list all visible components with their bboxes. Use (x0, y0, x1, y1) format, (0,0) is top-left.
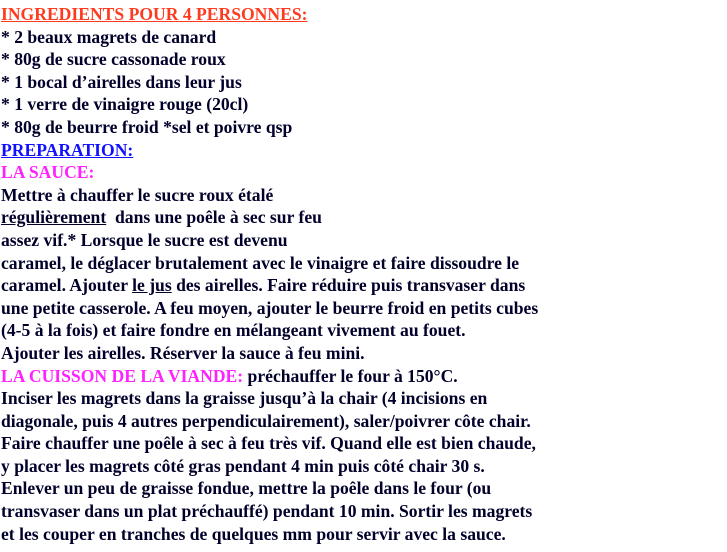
sauce-line: Ajouter les airelles. Réserver la sauce à feu mini. (1, 342, 365, 363)
sauce-line: assez vif.* Lorsque le sucre est devenu (1, 229, 288, 250)
cuisson-line (1, 365, 727, 388)
recipe-document (1, 3, 727, 545)
ingredient-item: * 80g de beurre froid *sel et poivre qsp (1, 116, 293, 137)
underlined-word: régulièrement (1, 207, 107, 228)
cuisson-line: Inciser les magrets dans la graisse jusqu’à la chair (4 incisions en (1, 388, 488, 409)
cuisson-line: y placer les magrets côté gras pendant 4 min puis côté chair 30 s. (1, 455, 485, 476)
sauce-line-text: caramel. Ajouter (1, 275, 133, 296)
sauce-line (1, 274, 727, 297)
ingredient-item: * 80g de sucre cassonade roux (1, 49, 226, 70)
cuisson-line: Enlever un peu de graisse fondue, mettre la poêle dans le four (ou (1, 478, 492, 499)
underlined-word: le jus (132, 275, 172, 296)
cuisson-heading-rest: préchauffer le four à 150°C. (243, 365, 458, 386)
cuisson-line: Faire chauffer une poêle à sec à feu très vif. Quand elle est bien chaude, (1, 433, 536, 454)
ingredient-item: * 1 bocal d’airelles dans leur jus (1, 71, 242, 92)
sauce-line: Mettre à chauffer le sucre roux étalé (1, 184, 274, 205)
sauce-line: caramel, le déglacer brutalement avec le vinaigre et faire dissoudre le (1, 252, 520, 273)
sauce-line-text: dans une poêle à sec sur feu (106, 207, 322, 228)
sauce-line-text: des airelles. Faire réduire puis transvaser dans (171, 275, 526, 296)
ingredient-item: * 2 beaux magrets de canard (1, 26, 217, 47)
ingredients-heading: INGREDIENTS POUR 4 PERSONNES: (1, 4, 308, 24)
cuisson-line: diagonale, puis 4 autres perpendiculairement), saler/poivrer côte chair. (1, 410, 531, 431)
cuisson-line: transvaser dans un plat préchauffé) pendant 10 min. Sortir les magrets (1, 501, 533, 522)
sauce-heading: LA SAUCE: (1, 162, 95, 183)
cuisson-heading: LA CUISSON DE LA VIANDE: (1, 365, 244, 386)
preparation-heading: PREPARATION: (1, 139, 134, 160)
sauce-line: (4-5 à la fois) et faire fondre en mélangeant vivement au fouet. (1, 320, 466, 341)
sauce-line: une petite casserole. A feu moyen, ajouter le beurre froid en petits cubes (1, 297, 539, 318)
ingredient-item: * 1 verre de vinaigre rouge (20cl) (1, 94, 249, 115)
sauce-line (1, 206, 727, 229)
cuisson-line: et les couper en tranches de quelques mm pour servir avec la sauce. (1, 523, 506, 544)
